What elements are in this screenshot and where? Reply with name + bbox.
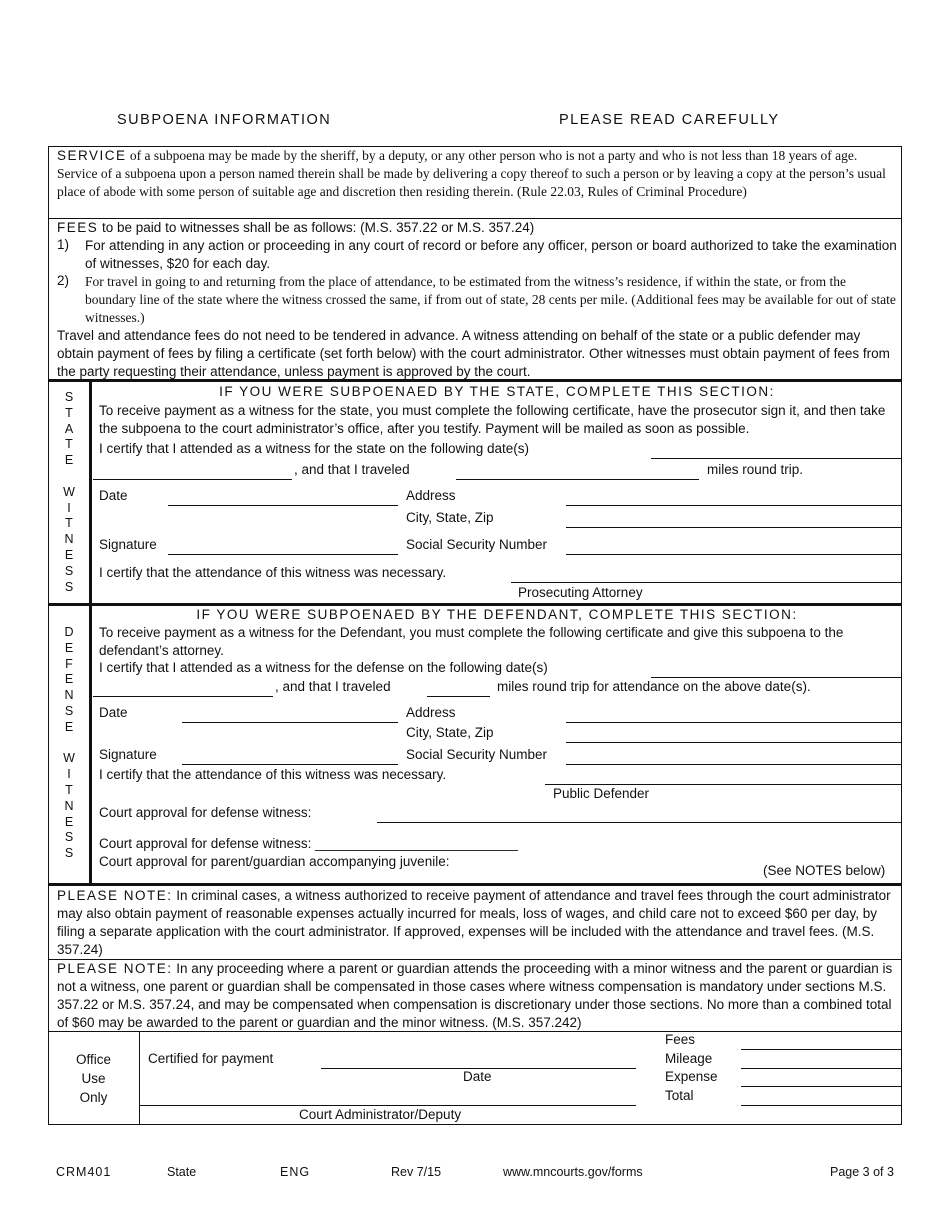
state-prosecutor-signature-line[interactable]: [511, 582, 901, 583]
side-letter: S: [64, 846, 74, 861]
state-dates-line-1[interactable]: [651, 458, 901, 459]
office-divider: [139, 1031, 140, 1125]
office-mileage-label: Mileage: [665, 1051, 713, 1066]
side-letter: S: [64, 390, 74, 404]
service-lead: SERVICE: [57, 148, 127, 163]
defense-address-line[interactable]: [566, 722, 901, 723]
defense-side-border: [89, 604, 92, 884]
defense-address-label: Address: [406, 705, 456, 720]
defense-necessary: I certify that the attendance of this witness was necessary.: [99, 767, 447, 782]
office-date-label: Date: [463, 1069, 492, 1084]
defense-city-label: City, State, Zip: [406, 725, 494, 740]
note2-text: In any proceeding where a parent or guardian attends the proceeding with a minor witness and the parent or guardian is not a witness, one parent or guardian shall be compensated in those cases where witness compensation is mandatory under sections M.S. 357.22 or M.S. 357.24, and may be compensated when compensation is discretionary under those sections. No more than a combined total of $60 may be awarded to the parent or guardian and the minor witness. (M.S. 357.242): [57, 961, 893, 1030]
side-letter: E: [64, 453, 74, 468]
defense-date-label: Date: [99, 705, 128, 720]
side-letter: N: [64, 532, 74, 547]
state-ssn-line[interactable]: [566, 554, 901, 555]
fees-item2: [85, 273, 897, 327]
defense-ssn-line[interactable]: [566, 764, 901, 765]
defense-dates-line-2[interactable]: [93, 696, 273, 697]
defense-title: IF YOU WERE SUBPOENAED BY THE DEFENDANT, COMPLETE THIS SECTION:: [196, 607, 798, 622]
footer-state: State: [167, 1165, 197, 1179]
state-city-label: City, State, Zip: [406, 510, 494, 525]
state-miles-line[interactable]: [456, 479, 699, 480]
office-expense-line[interactable]: [741, 1086, 901, 1087]
footer-page: Page 3 of 3: [830, 1165, 894, 1179]
side-letter: W: [63, 751, 75, 766]
footer-form-number: CRM401: [56, 1165, 112, 1179]
defense-instructions-text: To receive payment as a witness for the Defendant, you must complete the following certificate and give this subpoena to the defendant’s attorney.: [99, 625, 844, 658]
header-title-right: PLEASE READ CAREFULLY: [559, 112, 780, 128]
side-letter: T: [65, 437, 73, 452]
side-letter-gap: [59, 469, 79, 485]
footer-url[interactable]: www.mncourts.gov/forms: [503, 1165, 643, 1179]
defense-dates-line-1[interactable]: [651, 677, 901, 678]
side-letter: E: [64, 719, 74, 734]
office-fees-line[interactable]: [741, 1049, 901, 1050]
state-side-border: [89, 380, 92, 604]
note2-paragraph: [57, 960, 897, 1032]
side-letter: T: [65, 516, 73, 531]
service-paragraph: [57, 147, 897, 201]
fees-item1: For attending in any action or proceeding in any court of record or before any officer, person or board authorized to take the examination of witnesses, $20 for each day.: [85, 238, 897, 271]
office-line2: Use: [81, 1071, 106, 1086]
office-total-label: Total: [665, 1088, 694, 1103]
state-instructions-text: To receive payment as a witness for the state, you must complete the following certificate, have the prosecutor sign it, and then take the subpoena to the court administrator’s office, after you testify. Payment will be mailed as soon as possible.: [99, 403, 886, 436]
state-signature-label: Signature: [99, 537, 157, 552]
defense-ssn-label: Social Security Number: [406, 747, 548, 762]
office-total-line[interactable]: [741, 1105, 901, 1106]
fees-item1-number: 1): [57, 237, 70, 252]
state-dates-line-2[interactable]: [93, 479, 292, 480]
state-section-top-border: [48, 379, 902, 382]
side-letter: T: [65, 782, 73, 797]
state-address-label: Address: [406, 488, 456, 503]
defense-date-line[interactable]: [182, 722, 398, 723]
footer-rev: Rev 7/15: [391, 1165, 442, 1179]
side-letter: I: [67, 767, 71, 782]
defense-instructions: [99, 624, 897, 660]
fees-lead: FEES: [57, 220, 99, 235]
side-letter: W: [63, 484, 75, 499]
state-certify: I certify that I attended as a witness for the state on the following date(s): [99, 441, 529, 456]
office-line3: Only: [79, 1090, 108, 1105]
office-use-label: [48, 1050, 139, 1107]
fees-travel: Travel and attendance fees do not need to be tendered in advance. A witness attending on behalf of the state or a public defender may obtain payment of fees by filing a certificate (set forth below) with the court administrator. Other witnesses must obtain payment of fees from the party requesting their attendance, unless payment is approved by the court.: [57, 328, 890, 379]
office-fees-label: Fees: [665, 1032, 696, 1047]
defense-city-line[interactable]: [566, 742, 901, 743]
note1-text: In criminal cases, a witness authorized to receive payment of attendance and travel fees through the court administrator may also obtain payment of reasonable expenses actually incurred for meals, loss of wages, and child care not to exceed $60 per day, by filing a separate application with the court administrator. If approved, expenses will be included with the attendance and travel fees. (M.S. 357.24): [57, 888, 891, 957]
office-admin-line[interactable]: [139, 1105, 636, 1106]
office-certified-label: Certified for payment: [148, 1051, 274, 1066]
side-letter: S: [64, 830, 74, 845]
note1-paragraph: [57, 887, 897, 959]
defense-court-approval-1: Court approval for defense witness:: [99, 805, 312, 820]
side-letter: A: [64, 421, 74, 436]
note1-lead: PLEASE NOTE:: [57, 888, 173, 903]
state-signature-line[interactable]: [168, 554, 398, 555]
fees-intro-text: to be paid to witnesses shall be as follows: (M.S. 357.22 or M.S. 357.24): [98, 220, 535, 235]
side-letter: N: [64, 798, 74, 813]
side-letter: D: [64, 625, 74, 639]
state-title: IF YOU WERE SUBPOENAED BY THE STATE, COMPLETE THIS SECTION:: [219, 384, 775, 399]
state-necessary: I certify that the attendance of this witness was necessary.: [99, 565, 447, 580]
side-letter: E: [64, 814, 74, 829]
notes-section-top-border: [48, 883, 902, 886]
service-text: of a subpoena may be made by the sheriff, by a deputy, or any other person who is not a party and who is not less than 18 years of age. Service of a subpoena upon a person named therein shall be made by delivering a copy thereof to such a person or by leaving a copy at the person’s usual place of abode with some person of suitable age and discretion then residing therein. (Rule 22.03, Rules of Criminal Procedure): [57, 148, 886, 199]
defense-court-approval-line[interactable]: [377, 822, 901, 823]
office-line1: Office: [75, 1052, 111, 1067]
defense-miles-label: miles round trip for attendance on the above date(s).: [497, 679, 811, 694]
side-letter: S: [64, 563, 74, 578]
defense-court-approval-parent: Court approval for parent/guardian accompanying juvenile:: [99, 854, 450, 869]
footer-lang: ENG: [280, 1165, 311, 1179]
office-admin-label: Court Administrator/Deputy: [299, 1107, 462, 1122]
defense-certify: I certify that I attended as a witness for the defense on the following date(s): [99, 660, 548, 675]
note2-lead: PLEASE NOTE:: [57, 961, 173, 976]
state-ssn-label: Social Security Number: [406, 537, 548, 552]
side-letter: T: [65, 405, 73, 420]
office-mileage-line[interactable]: [741, 1068, 901, 1069]
side-letter: E: [64, 640, 74, 655]
divider: [48, 1031, 902, 1032]
side-letter: F: [65, 656, 73, 671]
state-city-line[interactable]: [566, 527, 901, 528]
side-letter: I: [67, 500, 71, 515]
state-traveled-label: , and that I traveled: [294, 462, 410, 477]
defense-court-approval-2: Court approval for defense witness: ___________________________: [99, 836, 518, 851]
state-date-label: Date: [99, 488, 128, 503]
defense-section-top-border: [48, 603, 902, 606]
state-address-line[interactable]: [566, 505, 901, 506]
side-letter-gap: [59, 736, 79, 752]
state-miles-label: miles round trip.: [707, 462, 804, 477]
fees-item2-number: 2): [57, 273, 70, 288]
side-letter: S: [64, 703, 74, 718]
defense-public-defender-line[interactable]: [545, 784, 901, 785]
defense-miles-line[interactable]: [427, 696, 490, 697]
side-letter: S: [64, 579, 74, 594]
state-instructions: [99, 402, 897, 438]
defense-signature-line[interactable]: [182, 764, 398, 765]
state-prosecutor-label: Prosecuting Attorney: [518, 585, 643, 600]
state-side-label: [59, 390, 79, 595]
side-letter: E: [64, 672, 74, 687]
defense-side-label: [59, 625, 79, 862]
defense-traveled-label: , and that I traveled: [275, 679, 391, 694]
defense-public-defender-label: Public Defender: [553, 786, 650, 801]
office-expense-label: Expense: [665, 1069, 718, 1084]
fees-item2-text: For travel in going to and returning from the place of attendance, to be estimated from the witness’s residence, if within the state, or from the boundary line of the state where the witness crossed the same, if from out of state, 28 cents per mile. (Additional fees may be available for out of state witnesses.): [85, 274, 896, 325]
defense-see-notes: (See NOTES below): [763, 863, 886, 878]
state-date-line[interactable]: [168, 505, 398, 506]
side-letter: N: [64, 688, 74, 703]
defense-signature-label: Signature: [99, 747, 157, 762]
header-title-left: SUBPOENA INFORMATION: [117, 112, 332, 128]
fees-intro: [57, 219, 897, 237]
side-letter: E: [64, 547, 74, 562]
